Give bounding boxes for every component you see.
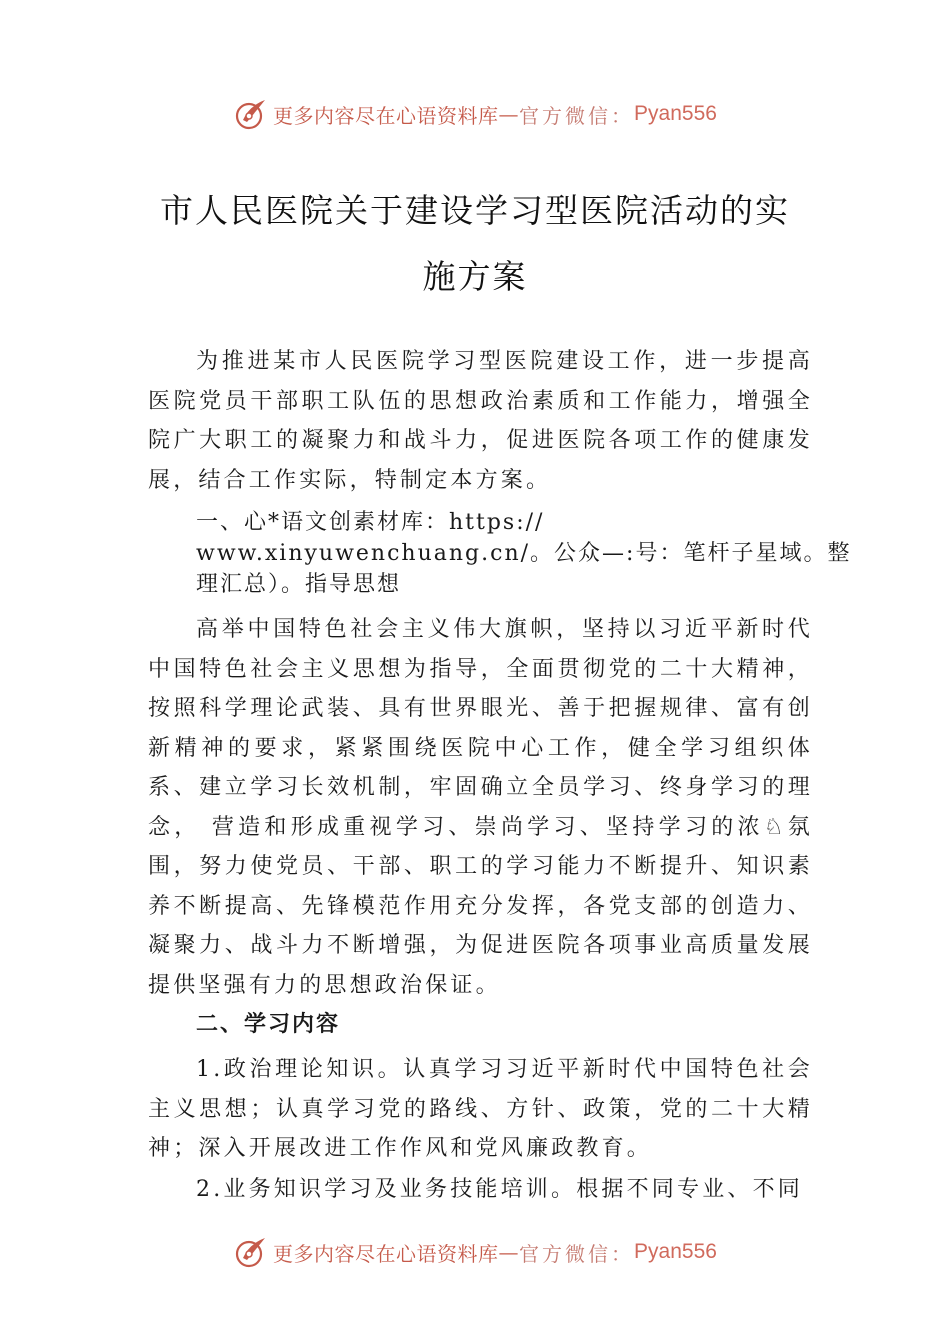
section1-line-3: 理汇总）。指导思想: [196, 572, 402, 597]
banner-wechat-id: Pyan556: [634, 102, 717, 125]
section1-line-2: www.xinyuwenchuang.cn/。公众—:号：笔杆子星域。整: [196, 541, 852, 566]
section2-item-1: 1.政治理论知识。认真学习习近平新时代中国特色社会主义思想；认真学习党的路线、方针、政策，党的二十大精神；深入开展改进工作作风和党风廉政教育。: [148, 1057, 813, 1161]
document-title: [130, 178, 820, 310]
banner-wechat-label: 官方微信：: [519, 103, 635, 128]
banner-wechat-label: 官方微信：: [519, 1241, 635, 1266]
intro-paragraph: 为推进某市人民医院学习型医院建设工作，进一步提高医院党员干部职工队伍的思想政治素质和工作能力，增强全院广大职工的凝聚力和战斗力，促进医院各项工作的健康发展，结合工作实际，特制定本方案。: [148, 349, 813, 493]
section1-line-1: 一、心*语文创素材库：https://: [196, 510, 545, 535]
title-line-2: 施方案: [422, 257, 528, 296]
title-line-1: 市人民医院关于建设学习型医院活动的实: [160, 191, 790, 230]
section2-item-2: 2.业务知识学习及业务技能培训。根据不同专业、不同: [196, 1177, 803, 1202]
quill-logo-icon: [233, 96, 269, 132]
footer-banner: [0, 1232, 950, 1272]
banner-separator: —: [498, 1240, 520, 1264]
banner-text: 更多内容尽在心语资料库: [273, 103, 499, 128]
header-banner: [0, 94, 950, 134]
section2-heading: 二、学习内容: [196, 1012, 341, 1037]
guiding-paragraph: 高举中国特色社会主义伟大旗帜，坚持以习近平新时代中国特色社会主义思想为指导，全面贯彻党的二十大精神， 按照科学理论武装、具有世界眼光、善于把握规律、富有创新精神的要求，紧紧围绕医院中心工作，健全学习组织体系、建立学习长效机制，牢固确立全员学习、终身学习的理念， 营造和形成重视学习、崇尚学习、坚持学习的浓♘氛围，努力使党员、干部、职工的学习能力不断提升、知识素养不断提高、先锋模范作用充分发挥，各党支部的创造力、凝聚力、战斗力不断增强，为促进医院各项事业高质量发展提供坚强有力的思想政治保证。: [148, 617, 813, 998]
quill-logo-icon: [233, 1234, 269, 1270]
banner-text: 更多内容尽在心语资料库: [273, 1241, 499, 1266]
banner-wechat-id: Pyan556: [634, 1240, 717, 1263]
banner-separator: —: [498, 102, 520, 126]
